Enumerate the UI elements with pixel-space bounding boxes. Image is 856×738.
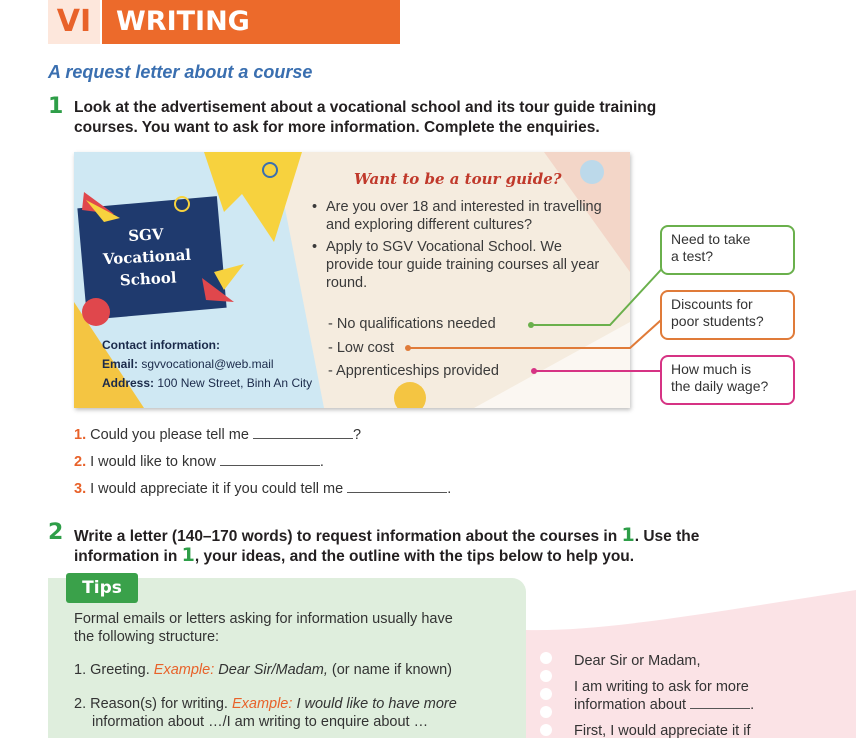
tip-example-label: Example: [153,662,215,678]
callout-line: the daily wage? [671,378,769,394]
q2-ref: 1 [621,524,635,546]
enquiry-text: I would appreciate it if you could tell me [90,481,344,497]
letter-line: Dear Sir or Madam, [574,653,701,669]
feature-apprenticeships: - Apprenticeships provided [328,363,499,379]
enquiry-text: I would like to know [90,454,216,470]
tips-label: Tips [66,573,138,603]
ad-bullet: • Apply to SGV Vocational School. We provide tour guide training courses all year round. [310,238,610,292]
contact-title: Contact information: [102,338,220,352]
q2-text: information in [74,548,178,565]
letter-sample [574,652,804,738]
q1-text-line2: courses. You want to ask for more information. Complete the enquiries. [74,119,600,136]
callout-line: poor students? [671,313,764,329]
q2-text-line1 [74,525,699,547]
address-value: 100 New Street, Binh An City [157,376,313,390]
answer-blank[interactable] [220,454,320,466]
enquiry-end: . [447,481,452,497]
letter-line: information about . [574,697,755,713]
callout-line: How much is [671,361,752,377]
enquiry-2 [74,454,324,470]
q1-text-line1: Look at the advertisement about a vocational school and its tour guide training [74,99,657,116]
tip-example: Dear Sir/Madam, [218,662,328,678]
letter-line: First, I would appreciate it if [574,723,751,738]
tip-text: 2. Reason(s) for writing. [74,696,228,712]
tip-item-1 [74,661,514,679]
callout-discounts [660,290,795,340]
q1-number: 1 [48,94,64,119]
callout-line: Discounts for [671,296,753,312]
tip-item-2 [74,695,514,713]
q2-ref: 1 [181,544,195,566]
answer-blank[interactable] [347,481,447,493]
section-number: VI [48,0,100,44]
q2-text-line2 [74,545,634,567]
callout-line: a test? [671,248,714,264]
enquiry-end: ? [352,427,362,443]
tips-intro-line: the following structure: [74,629,220,645]
tip-example: I would like to have more [296,696,457,712]
email-value: sgvvocational@web.mail [141,357,274,371]
feature-no-qualifications: - No qualifications needed [328,316,496,332]
section-title: WRITING [102,0,400,44]
tips-intro-line: Formal emails or letters asking for information usually have [74,611,453,627]
letter-blank[interactable] [690,697,750,709]
tip-text: 1. Greeting. [74,662,150,678]
enquiry-number: 3. [74,481,87,497]
ad-bullet: • Are you over 18 and interested in travelling and exploring different cultures? [310,198,610,234]
callout-line: Need to take [671,231,751,247]
letter-text: information about [574,697,687,713]
q2-text: , your ideas, and the outline with the tips below to help you. [194,548,635,565]
feature-low-cost: - Low cost [328,340,395,356]
school-name-line: School [119,268,177,290]
enquiry-1 [74,427,361,443]
tip-text: (or name if known) [331,662,452,678]
answer-blank[interactable] [253,427,353,439]
email-label: Email: [102,357,139,371]
subtitle: A request letter about a course [48,62,313,82]
q2-text: Write a letter (140–170 words) to request information about the courses in [74,528,618,545]
ad-headline: Want to be a tour guide? [354,170,562,188]
q2-text: . Use the [634,528,700,545]
enquiry-number: 2. [74,454,87,470]
tips-intro [74,610,514,646]
tip-example-label: Example: [231,696,293,712]
enquiry-number: 1. [74,427,87,443]
enquiry-3 [74,481,451,497]
enquiry-text: Could you please tell me [90,427,249,443]
q2-number: 2 [48,520,64,545]
address-label: Address: [102,376,155,390]
enquiry-end: . [319,454,324,470]
school-name-line: SGV [127,225,164,245]
callout-test [660,225,795,275]
school-name-line: Vocational [102,245,192,269]
letter-line: I am writing to ask for more [574,679,749,695]
callout-wage [660,355,795,405]
tip-item-2-cont: information about …/I am writing to enquire about … [92,714,429,730]
